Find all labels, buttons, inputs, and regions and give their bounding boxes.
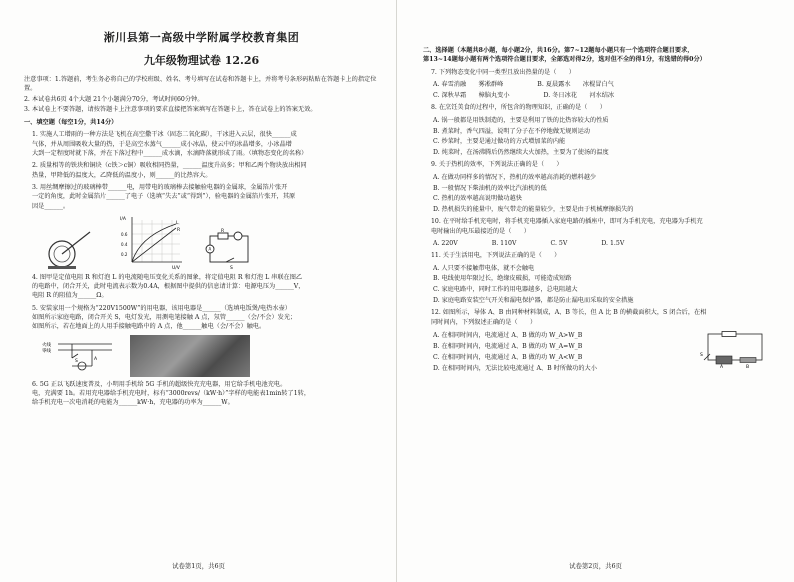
question-6-line-2: 电，充满要 1h。若用充电器给手机充电时，标有“3000revs/（kW·h）”字样的电能表1min转了1转， — [32, 389, 311, 397]
question-5-figures — [42, 335, 379, 377]
conductor-circuit-figure — [700, 330, 770, 368]
circuit-switch-label: S — [230, 265, 233, 270]
question-4 — [24, 273, 379, 301]
option-8b: B. 煮菜时，香气四溢，说明了分子在不停地做无规则运动 — [433, 127, 590, 135]
question-1 — [24, 130, 379, 158]
notices — [24, 75, 379, 114]
option-9c: C. 热机的效率越高说明做功越快 — [433, 195, 522, 203]
section-fill-blank: 一、填空题（每空1分，共14分） — [24, 119, 118, 127]
option-8a: A. 锅一般都是用铁制造的，主要是利用了铁的比热容较大的性质 — [433, 116, 609, 124]
page-footer-right: 试卷第2页，共6页 — [569, 562, 622, 571]
option-11c: C. 家庭电路中，同时工作的用电器越多，总电阻越大 — [433, 286, 578, 294]
option-10a: A. 220V — [433, 240, 458, 248]
electroscope-figure — [40, 228, 100, 270]
option-11b: B. 电线使用年限过长，绝缘皮破损，可能造成短路 — [433, 275, 572, 283]
notice-1: 注意事项：1.答题前，考生务必将自己的学校班级、姓名、考号填写在试卷和答题卡上，并将考号条形码粘贴在答题卡上的指定位置。 — [24, 76, 377, 93]
graph-y-label: I/A — [120, 216, 126, 222]
house-point-label: A — [94, 356, 98, 362]
option-8d: D. 炖菜时，在汤沸腾后仍然继续大火加热，主要为了使汤的温度 — [433, 149, 609, 157]
school-name: 淅川县第一高级中学附属学校教育集团 — [103, 31, 300, 44]
conductor-switch-label: S — [700, 352, 703, 358]
notice-3: 3. 本试卷上不要答题，请按答题卡上注意事项的要求直接把答案填写在答题卡上，答在试卷上的答案无效。 — [24, 105, 317, 113]
section-multiple-choice — [423, 46, 770, 65]
question-7-options-row-2 — [433, 91, 770, 100]
exam-title: 九年级物理试卷 12.26 — [143, 53, 260, 67]
conductor-a-label: A — [720, 364, 724, 368]
question-5-line-3: 如图所示，若在地面上的人用手接触电路中的 A 点，他______触电（会/不会）触电。 — [32, 323, 266, 331]
question-3-line-1: 3. 用丝绸摩擦过的玻璃棒带______电，用带电的玻璃棒去接触验电器的金属球，金属箔片张开 — [32, 183, 288, 191]
right-page — [397, 0, 794, 582]
option-12a: A. 在相同时间内，电流通过 A、B 做的功 W_A>W_B — [433, 332, 583, 340]
circuit-ammeter-label: A — [208, 246, 212, 252]
option-9d: D. 热机损失的能量中，废气带走的能量较少，主要是由于机械摩擦损失的 — [433, 206, 634, 214]
question-7-options-row-1 — [433, 80, 770, 89]
graph-x-label: U/V — [172, 265, 180, 270]
question-10-line-2: 电时输出的电压最接近的是（ ） — [431, 227, 530, 235]
question-3-line-3: 因是______。 — [32, 202, 70, 210]
question-2 — [24, 161, 379, 180]
question-2-line-1: 2. 质量相等的铁块和铜块（c铁＞c铜）吸收相同热量，______温度升高多；甲和乙两个物块放出相同 — [32, 162, 307, 170]
question-10 — [423, 217, 770, 236]
option-11d: D. 家庭电路安装空气开关和漏电保护器，都是防止漏电而采取的安全措施 — [433, 297, 634, 305]
house-fire-label: 火线 — [42, 342, 51, 348]
question-1-line-3: 大到一定程度时就下落，并在下落过程中______成水滴，水滴降落就形成了雨。（填物态变化的名称） — [32, 150, 308, 158]
section-2-line-1: 二、选择题（本题共8小题，每小题2分，共16分。第7~12题每小题只有一个选项符合题目要求， — [423, 47, 694, 54]
graph-tick-3: 0.2 — [121, 251, 128, 257]
graph-line-l: L — [176, 220, 179, 226]
question-6-line-3: 给手机充电一次电消耗的电能为______kW·h，充电器的功率为______W。 — [32, 399, 234, 407]
house-switch-label: S — [75, 358, 78, 364]
question-4-line-1: 4. 图甲是定值电阻 R 和灯泡 L 的电流随电压变化关系的图象，将定值电阻 R 和灯泡 L 串联在图乙 — [32, 273, 303, 281]
option-7c: C. 深秋早霜 樟脑丸变小 — [433, 92, 510, 100]
question-2-line-2: 热量，甲降低的温度大，乙降低的温度小，则______的比热容大。 — [32, 171, 212, 179]
option-8c: C. 炒菜时，主要是通过做功的方式增加菜的内能 — [433, 138, 566, 146]
conductor-b-label: B — [746, 364, 750, 368]
question-12-options — [423, 330, 700, 375]
question-9: 9. 关于热机的效率，下列说法正确的是（ ） — [431, 161, 563, 169]
question-12-line-2: 同时间内，下列叙述正确的是（ ） — [431, 318, 537, 326]
option-10c: C. 5V — [550, 240, 568, 248]
option-12d: D. 在相同时间内，无法比较电流通过 A、B 时所做功的大小 — [433, 364, 597, 372]
circuit-resistor-label: R — [221, 228, 225, 234]
question-6-line-1: 6. 5G 正以飞跃速度普及，小明用手机给 5G 手机的超级快充充电器，用它给手机电池充电。 — [32, 380, 287, 388]
question-3-4-figures — [40, 214, 379, 270]
section-2-line-2: 第13~14题每小题有两个选项符合题目要求，全部选对得2分，选对但不全的得1分，有选错的得0分） — [423, 56, 706, 64]
option-10d: D. 1.5V — [601, 240, 625, 248]
iu-graph-figure — [118, 214, 186, 270]
option-10b: B. 110V — [491, 240, 517, 248]
household-circuit-figure — [42, 338, 114, 374]
question-5-line-2: 如图所示家庭电路，闭合开关 S，电灯发光，用测电笔接触 A 点，氖管______（会/不会）发光； — [32, 314, 297, 322]
charger-photo — [130, 335, 250, 377]
question-11: 11. 关于生活用电，下列说法正确的是（ ） — [431, 252, 561, 260]
option-12b: B. 在相同时间内，电流通过 A、B 做的功 W_A=W_B — [433, 343, 583, 351]
question-4-line-3: 电阻 R 的阻值为______Ω。 — [32, 292, 108, 300]
question-3 — [24, 183, 379, 211]
question-5-line-1: 5. 安装家用一个规格为“220V1500W”的用电器，该用电器是______（选填电饭煲/电热水壶） — [32, 304, 291, 312]
question-3-line-2: 一定的角度，此时金属箔片______了电子（选填“失去”或“得到”），验电器的金属箔片张开，其原 — [32, 193, 296, 201]
page-footer-left: 试卷第1页，共6页 — [172, 562, 225, 571]
question-6 — [24, 380, 379, 408]
option-9b: B. 一般情况下柴油机的效率比汽油机的低 — [433, 184, 547, 192]
series-circuit-figure — [204, 228, 254, 270]
option-7d: D. 冬日冰花 河水结冰 — [543, 92, 615, 100]
option-7b: B. 夏晨露水 冰棍冒白气 — [537, 80, 614, 88]
question-1-line-2: 气体，并从周围吸收大量的热，于是高空水蒸气______成小冰晶，使云中的冰晶增多，小冰晶增 — [32, 140, 292, 148]
question-7: 7. 下列物态变化中同一类型且放出热量的是（ ） — [431, 68, 575, 76]
option-12c: C. 在相同时间内，电流通过 A、B 做的功 W_A<W_B — [433, 354, 583, 362]
option-7a: A. 春雪消融 雾凇群峰 — [433, 80, 504, 88]
option-11a: A. 人只要不接触带电体，就不会触电 — [433, 264, 535, 272]
notice-2: 2. 本试卷共6页 4个大题 21个小题满分70分，考试时间60分钟。 — [24, 95, 204, 103]
question-5 — [24, 304, 379, 332]
graph-line-r: R — [177, 227, 181, 233]
question-12-body — [423, 330, 770, 375]
graph-tick-1: 0.6 — [121, 231, 128, 237]
option-9a: A. 在做功同样多的情况下，热机的效率越高消耗的燃料越少 — [433, 173, 597, 181]
question-12 — [423, 308, 770, 327]
question-8: 8. 在烹饪美食的过程中，所包含的物理知识，正确的是（ ） — [431, 104, 606, 112]
question-1-line-1: 1. 实施人工增雨的一种方法是飞机在高空撒干冰（固态二氧化碳），干冰进入云层，很快______成 — [32, 131, 297, 139]
question-10-line-1: 10. 在平时给手机充电时，将手机充电器插入家庭电路的插座中，即可为手机充电，充电器为手机充 — [431, 218, 703, 226]
question-10-options — [433, 239, 770, 248]
graph-tick-2: 0.4 — [121, 241, 128, 247]
question-12-line-1: 12. 如图所示，导体 A、B 由同种材料制成，A、B 等长，但 A 比 B 的横截面积大，S 闭合后，在相 — [431, 309, 707, 317]
question-4-line-2: 的电路中，闭合开关，此时电流表示数为0.4A，根据图中提供的信息请计算：电源电压为______V， — [32, 283, 305, 291]
house-zero-label: 零线 — [42, 348, 51, 354]
